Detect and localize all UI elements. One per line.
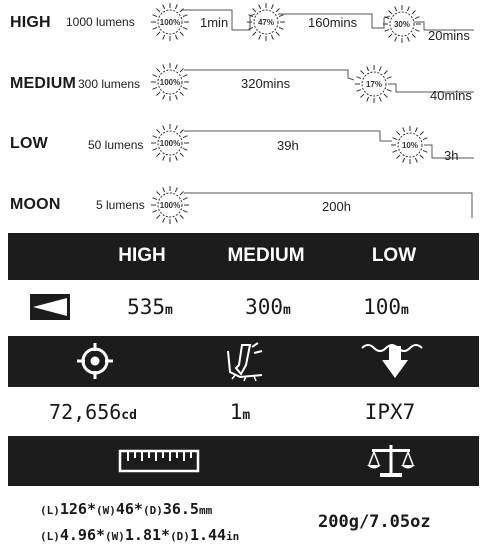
- runtime-duration: 39h: [277, 138, 299, 153]
- mode-name: MEDIUM: [10, 75, 77, 92]
- waterproof-rating: IPX7: [364, 400, 416, 424]
- intensity-unit: cd: [121, 408, 137, 423]
- mode-name: HIGH: [10, 14, 51, 31]
- intensity: [18, 400, 168, 424]
- stage-percent: 100%: [159, 201, 181, 210]
- distance-low: [326, 295, 446, 319]
- dim-label: (D): [142, 504, 163, 517]
- distance-high: [90, 295, 210, 319]
- runtime-duration: 160mins: [308, 15, 358, 30]
- header-high: HIGH: [118, 245, 166, 266]
- header-medium: MEDIUM: [227, 245, 305, 266]
- mode-name: LOW: [10, 135, 48, 152]
- runtime-duration: 40mins: [430, 88, 472, 103]
- distance-unit: m: [401, 303, 409, 318]
- runtime-chart: [0, 0, 481, 232]
- distance-value: 100: [363, 295, 402, 319]
- distance-medium: [208, 295, 328, 319]
- runtime-duration: 320mins: [241, 76, 291, 91]
- ruler-icon: [118, 448, 200, 474]
- spec-icon-band: [8, 336, 479, 387]
- runtime-row-moon: [151, 186, 472, 224]
- weight: 200g/7.05oz: [318, 512, 431, 532]
- dim-label: (D): [170, 530, 190, 543]
- dim-value: 1.44: [189, 526, 227, 544]
- mode-header-band: [8, 233, 479, 280]
- spec-icon-band-2: [8, 436, 479, 486]
- dim-label: (L): [40, 530, 60, 543]
- dim-label: (L): [40, 504, 60, 517]
- lumens-label: 1000 lumens: [66, 15, 135, 29]
- dim-value: 36.5: [162, 500, 199, 518]
- dim-value: 1.81*: [124, 526, 171, 544]
- distance-value: 535: [127, 295, 166, 319]
- header-low: LOW: [371, 245, 417, 266]
- beam-distance-icon: [30, 294, 70, 320]
- dim-label: (W): [96, 504, 116, 517]
- stage-percent: 47%: [257, 18, 275, 27]
- runtime-duration: 1min: [200, 15, 229, 30]
- runtime-row-low: [151, 124, 474, 164]
- stage-percent: 100%: [159, 78, 181, 87]
- dim-value: 126*: [59, 500, 96, 518]
- impact-resistance-icon: [222, 341, 266, 383]
- stage-percent: 30%: [393, 20, 411, 29]
- lumens-label: 300 lumens: [78, 77, 141, 91]
- distance-unit: m: [165, 303, 173, 318]
- dim-value: 46*: [115, 500, 143, 518]
- distance-unit: m: [283, 303, 291, 318]
- dim-label: (W): [105, 530, 125, 543]
- dim-unit: mm: [198, 504, 213, 517]
- runtime-row-medium: [151, 63, 474, 103]
- stage-percent: 100%: [159, 18, 181, 27]
- runtime-duration: 200h: [322, 199, 351, 214]
- distance-value: 300: [245, 295, 284, 319]
- impact-unit: m: [242, 408, 251, 423]
- stage-percent: 10%: [401, 141, 419, 150]
- intensity-value: 72,656: [49, 400, 122, 424]
- runtime-duration: 20mins: [428, 28, 470, 43]
- runtime-duration: 3h: [444, 148, 459, 163]
- stage-percent: 100%: [159, 139, 181, 148]
- dimensions-imperial: [40, 526, 239, 544]
- waterproof-icon: [360, 340, 430, 382]
- dimensions-metric: [40, 500, 212, 518]
- stage-percent: 17%: [365, 80, 383, 89]
- dim-unit: in: [226, 530, 240, 543]
- lumens-label: 5 lumens: [96, 198, 145, 212]
- scale-icon: [366, 441, 416, 481]
- target-icon: [76, 342, 114, 380]
- dim-value: 4.96*: [59, 526, 106, 544]
- mode-name: MOON: [10, 196, 61, 213]
- impact-value: 1: [229, 400, 243, 424]
- lumens-label: 50 lumens: [88, 138, 144, 152]
- impact-resistance: [180, 400, 300, 424]
